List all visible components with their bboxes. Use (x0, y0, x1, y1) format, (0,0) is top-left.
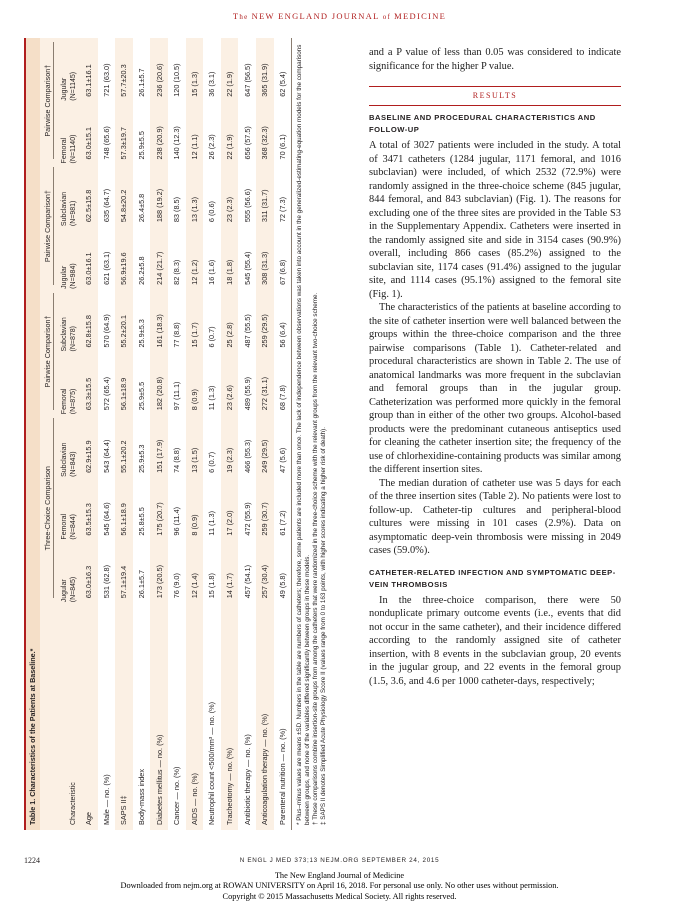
table-cell: 466 (55.3) (238, 414, 256, 477)
table-cell: 55.2±20.1 (115, 289, 133, 352)
disclaimer-download: Downloaded from nejm.org at ROWAN UNIVERSITY on April 16, 2018. For personal use only. No other uses without permission. (120, 881, 559, 891)
table-cell: 83 (8.5) (168, 163, 186, 226)
table-cell: 68 (7.8) (274, 352, 292, 415)
row-label: Tracheotomy — no. (%) (221, 602, 239, 830)
table-cell: 25.9±5.3 (133, 414, 151, 477)
table-cell: 12 (1.1) (186, 101, 204, 164)
running-head-end: MEDICINE (394, 11, 447, 21)
table-cell: 63.0±15.1 (80, 101, 98, 164)
baseline-table-rotated (24, 38, 336, 830)
table-cell: 36 (3.1) (203, 38, 221, 101)
table-row (80, 38, 98, 830)
row-label: Age (80, 602, 98, 830)
table-cell: 15 (1.7) (186, 289, 204, 352)
column-header-name: Subclavian (61, 442, 68, 477)
table-cell: 56 (6.4) (274, 289, 292, 352)
table-cell: 57.1±19.4 (115, 540, 133, 603)
table-cell: 62 (5.4) (274, 38, 292, 101)
article-text-column (369, 46, 621, 688)
column-header (54, 540, 80, 603)
row-label: Body-mass index (133, 602, 151, 830)
table-footnotes (291, 38, 328, 830)
table-cell: 259 (30.7) (256, 477, 274, 540)
row-label: Parenteral nutrition — no. (%) (274, 602, 292, 830)
table-column-header-row (54, 38, 80, 830)
table-cell: 182 (20.8) (150, 352, 168, 415)
row-label: Male — no. (%) (98, 602, 116, 830)
row-label: Cancer — no. (%) (168, 602, 186, 830)
table-cell: 22 (1.9) (221, 101, 239, 164)
body-paragraph: In the three-choice comparison, there were 50 nonduplicate primary outcome events (i.e., events that did not occur in the same catheter), and their incidence differed according to the randomly assigned site of catheter insertion, with 8 events in the subclavian group, 20 events in the jugular group, and 22 events in the femoral group (1.5, 3.6, and 4.6 per 1000 catheter-days, respectively; (369, 594, 621, 687)
column-header-name: Jugular (61, 579, 68, 603)
group-header-three-choice (40, 414, 54, 602)
column-header-n: (N=843) (70, 451, 77, 477)
table-cell: 63.0±16.1 (80, 226, 98, 289)
table-row (274, 38, 292, 830)
row-label: AIDS — no. (%) (186, 602, 204, 830)
table-cell: 57.3±19.7 (115, 101, 133, 164)
table-cell: 748 (65.6) (98, 101, 116, 164)
column-header-name: Femoral (61, 513, 68, 540)
table-cell: 173 (20.5) (150, 540, 168, 603)
table-cell: 63.3±15.5 (80, 352, 98, 415)
column-header (54, 414, 80, 477)
table-cell: 72 (7.3) (274, 163, 292, 226)
column-header-name: Jugular (61, 77, 68, 101)
table-cell: 12 (1.2) (186, 226, 204, 289)
body-paragraph: A total of 3027 patients were included in the study. A total of 3471 catheters (1284 jugular, 1171 femoral, and 1016 subclavian) were included, of which 2532 (72.9%) were randomly assigned in the three-choice scheme (845 jugular, 844 femoral, and 843 subclavian) (Fig. 1). The reasons for excluding one of the three sites are provided in the Table S3 in the Supplementary Appendix. Catheters were inserted in the randomly assigned site and side in 3154 cases (90.9%) overall, including 866 cases (85.2%) assigned to the subclavian site, 1174 cases (91.4%) assigned to the jugular site, and 1114 cases (95.1%) assigned to the femoral site (Fig. 1). (369, 140, 621, 300)
table-cell: 62.5±15.8 (80, 163, 98, 226)
table-row (186, 38, 204, 830)
table-cell: 25.9±5.5 (133, 101, 151, 164)
table-cell: 55.1±20.2 (115, 414, 133, 477)
download-disclaimer (0, 871, 679, 902)
table-cell: 22 (1.9) (221, 38, 239, 101)
table-cell: 188 (19.2) (150, 163, 168, 226)
body-paragraph: The median duration of catheter use was 5 days for each of the three insertion sites (Table 2). No patients were lost to follow-up. Catheter-tip cultures and peripheral-blood cultures were missing in 101 cases (2.9%). Data on asymptomatic deep-vein thrombosis were missing in 2049 cases (59.0%). (369, 477, 621, 556)
section-heading-baseline: BASELINE AND PROCEDURAL CHARACTERISTICS AND FOLLOW-UP (369, 113, 596, 134)
running-head (0, 11, 679, 21)
table-body (80, 38, 291, 830)
table-cell: 56.1±18.9 (115, 352, 133, 415)
table-cell: 656 (57.5) (238, 101, 256, 164)
table-cell: 6 (0.7) (203, 289, 221, 352)
table-cell: 26.1±5.7 (133, 38, 151, 101)
table-cell: 25.8±5.5 (133, 477, 151, 540)
table-cell: 25 (2.8) (221, 289, 239, 352)
table-cell: 161 (18.3) (150, 289, 168, 352)
table-cell: 311 (31.7) (256, 163, 274, 226)
row-label: Diabetes mellitus — no. (%) (150, 602, 168, 830)
table-cell: 487 (55.5) (238, 289, 256, 352)
table-cell: 368 (32.3) (256, 101, 274, 164)
row-label: Neutrophil count <500/mm³ — no. (%) (203, 602, 221, 830)
table-cell: 457 (54.1) (238, 540, 256, 603)
column-header-n: (N=984) (70, 263, 77, 289)
table-row (150, 38, 168, 830)
table-cell: 26 (2.3) (203, 101, 221, 164)
table-cell: 47 (5.6) (274, 414, 292, 477)
table-cell: 635 (64.7) (98, 163, 116, 226)
table-cell: 49 (5.8) (274, 540, 292, 603)
table-header-blank (40, 602, 54, 830)
table-cell: 63.0±16.3 (80, 540, 98, 603)
group-header-pairwise-3 (40, 38, 54, 163)
table-cell: 77 (8.8) (168, 289, 186, 352)
column-header-n: (N=1145) (70, 71, 77, 101)
running-head-prefix-small: he (239, 13, 252, 21)
table-cell: 13 (1.5) (186, 414, 204, 477)
table-row (203, 38, 221, 830)
column-header-name: Femoral (61, 388, 68, 415)
table-cell: 25.9±5.3 (133, 289, 151, 352)
table-cell: 11 (1.3) (203, 352, 221, 415)
table-cell: 15 (1.8) (203, 540, 221, 603)
table-cell: 13 (1.3) (186, 163, 204, 226)
table-footnote: † These comparisons combine insertion-site groups from among the catheters that were randomized in the three-choice scheme with the relevant groups from the relevant two-choice scheme. (312, 292, 320, 825)
column-header (54, 289, 80, 352)
table-cell: 489 (55.9) (238, 352, 256, 415)
results-heading: RESULTS (369, 86, 621, 106)
table-cell: 308 (31.3) (256, 226, 274, 289)
table-cell: 236 (20.6) (150, 38, 168, 101)
table-cell: 96 (11.4) (168, 477, 186, 540)
column-header-n: (N=844) (70, 514, 77, 540)
table-footnote: * Plus–minus values are means ±SD. Numbers in the table are numbers of catheters; therefore, some patients are included more than once. The lack of independence between observations was taken into account in the generalized-estimating-equation models for the comparisons between groups, and none of the variables differed significantly between groups in these models. (296, 44, 312, 825)
table-cell: 56.9±19.6 (115, 226, 133, 289)
column-header-name: Subclavian (61, 317, 68, 352)
table-group-header-row (40, 38, 54, 830)
table-cell: 63.5±15.3 (80, 477, 98, 540)
table-cell: 26.1±5.7 (133, 540, 151, 603)
table-cell: 76 (9.0) (168, 540, 186, 603)
column-header-n: (N=1140) (70, 134, 77, 164)
table-cell: 272 (31.1) (256, 352, 274, 415)
table-title: Table 1. Characteristics of the Patients at Baseline.* (24, 38, 40, 830)
table-cell: 14 (1.7) (221, 540, 239, 603)
table-cell: 70 (6.1) (274, 101, 292, 164)
group-header-label: Pairwise Comparison† (43, 167, 54, 284)
table-cell: 555 (56.6) (238, 163, 256, 226)
table-cell: 26.2±5.8 (133, 226, 151, 289)
running-head-prefix: T (232, 11, 240, 21)
table-cell: 11 (1.3) (203, 477, 221, 540)
column-header-name: Femoral (61, 137, 68, 164)
table-cell: 545 (64.6) (98, 477, 116, 540)
table-cell: 621 (63.1) (98, 226, 116, 289)
table-cell: 175 (20.7) (150, 477, 168, 540)
table-cell: 15 (1.3) (186, 38, 204, 101)
table-row (221, 38, 239, 830)
row-label: Anticoagulation therapy — no. (%) (256, 602, 274, 830)
table-cell: 365 (31.9) (256, 38, 274, 101)
table-row (98, 38, 116, 830)
table-cell: 16 (1.6) (203, 226, 221, 289)
table-footnote: ‡ SAPS II denotes Simplified Acute Physiology Score II (values range from 0 to 163 points, with higher scores indicating a higher risk of death). (320, 427, 328, 825)
table-cell: 82 (8.3) (168, 226, 186, 289)
table-cell: 238 (20.9) (150, 101, 168, 164)
table-cell: 67 (6.8) (274, 226, 292, 289)
group-header-label: Three-Choice Comparison (43, 418, 54, 598)
running-head-main: NEW ENGLAND JOURNAL (251, 11, 383, 21)
group-header-label: Pairwise Comparison† (43, 293, 54, 410)
table-row (168, 38, 186, 830)
table-cell: 17 (2.0) (221, 477, 239, 540)
journal-citation: N ENGL J MED 373;13 NEJM.ORG SEPTEMBER 24, 2015 (239, 857, 440, 864)
section-heading-infection: CATHETER-RELATED INFECTION AND SYMPTOMATIC DEEP-VEIN THROMBOSIS (369, 567, 616, 589)
table-cell: 63.1±16.1 (80, 38, 98, 101)
row-label: SAPS II‡ (115, 602, 133, 830)
table-cell: 647 (56.5) (238, 38, 256, 101)
table-cell: 97 (11.1) (168, 352, 186, 415)
table-row (256, 38, 274, 830)
table-row (238, 38, 256, 830)
table-cell: 531 (62.8) (98, 540, 116, 603)
table-cell: 23 (2.6) (221, 352, 239, 415)
group-header-label: Pairwise Comparison† (43, 42, 54, 159)
table-cell: 249 (29.5) (256, 414, 274, 477)
table-cell: 18 (1.8) (221, 226, 239, 289)
table-row (133, 38, 151, 830)
table-cell: 6 (0.6) (203, 163, 221, 226)
table-cell: 8 (0.9) (186, 477, 204, 540)
characteristic-header: Characteristic (54, 602, 80, 830)
table-cell: 57.7±20.3 (115, 38, 133, 101)
table-cell: 56.1±18.9 (115, 477, 133, 540)
table-panel (24, 38, 336, 830)
table-cell: 257 (30.4) (256, 540, 274, 603)
table-cell: 25.9±5.5 (133, 352, 151, 415)
table-cell: 259 (29.5) (256, 289, 274, 352)
column-header-n: (N=981) (70, 200, 77, 227)
table-cell: 19 (2.3) (221, 414, 239, 477)
table-cell: 26.4±5.8 (133, 163, 151, 226)
table-cell: 140 (12.3) (168, 101, 186, 164)
table-cell: 543 (64.4) (98, 414, 116, 477)
column-header-n: (N=878) (70, 326, 77, 352)
column-header-name: Jugular (61, 265, 68, 289)
column-header-n: (N=875) (70, 388, 77, 415)
table-cell: 62.9±15.9 (80, 414, 98, 477)
column-header (54, 226, 80, 289)
table-cell: 570 (64.9) (98, 289, 116, 352)
row-label: Antibiotic therapy — no. (%) (238, 602, 256, 830)
table-cell: 62.8±15.8 (80, 289, 98, 352)
table-cell: 214 (21.7) (150, 226, 168, 289)
table-cell: 472 (55.9) (238, 477, 256, 540)
table-cell: 8 (0.9) (186, 352, 204, 415)
column-header (54, 101, 80, 164)
table-cell: 54.8±20.2 (115, 163, 133, 226)
baseline-table (40, 38, 291, 830)
table-cell: 23 (2.3) (221, 163, 239, 226)
column-header (54, 38, 80, 101)
table-cell: 74 (8.8) (168, 414, 186, 477)
column-header (54, 163, 80, 226)
group-header-pairwise-1 (40, 289, 54, 414)
column-header-n: (N=845) (70, 576, 77, 603)
body-paragraph: The characteristics of the patients at baseline according to the site of catheter insertion were well balanced between the groups within the three-choice comparison and the three pairwise comparisons (Table 1). Catheter-related and procedural characteristics are shown in Table 2. The use of anatomical landmarks was more frequent in the subclavian and femoral groups than in the jugular group. Catheterization was performed more quickly in the femoral group than in either of the other two groups. Alcohol-based products were the predominant cutaneous antiseptics used for cleaning the catheter insertion site; the frequency of the use of chlorhexidine-containing products was similar among the different insertion sites. (369, 302, 621, 475)
group-header-pairwise-2 (40, 163, 54, 288)
column-header-name: Subclavian (61, 191, 68, 227)
column-header (54, 477, 80, 540)
column-header (54, 352, 80, 415)
table-row (115, 38, 133, 830)
running-head-of: of (382, 13, 395, 21)
table-cell: 151 (17.9) (150, 414, 168, 477)
disclaimer-journal: The New England Journal of Medicine (274, 871, 405, 880)
table-cell: 120 (10.5) (168, 38, 186, 101)
table-cell: 6 (0.7) (203, 414, 221, 477)
table-cell: 721 (63.0) (98, 38, 116, 101)
table-cell: 12 (1.4) (186, 540, 204, 603)
table-cell: 572 (65.4) (98, 352, 116, 415)
table-cell: 61 (7.2) (274, 477, 292, 540)
disclaimer-copyright: Copyright © 2015 Massachusetts Medical Society. All rights reserved. (222, 891, 457, 901)
intro-paragraph: and a P value of less than 0.05 was considered to indicate significance for the higher P value. (369, 47, 621, 72)
page-number: 1224 (24, 856, 40, 865)
table-cell: 545 (55.4) (238, 226, 256, 289)
